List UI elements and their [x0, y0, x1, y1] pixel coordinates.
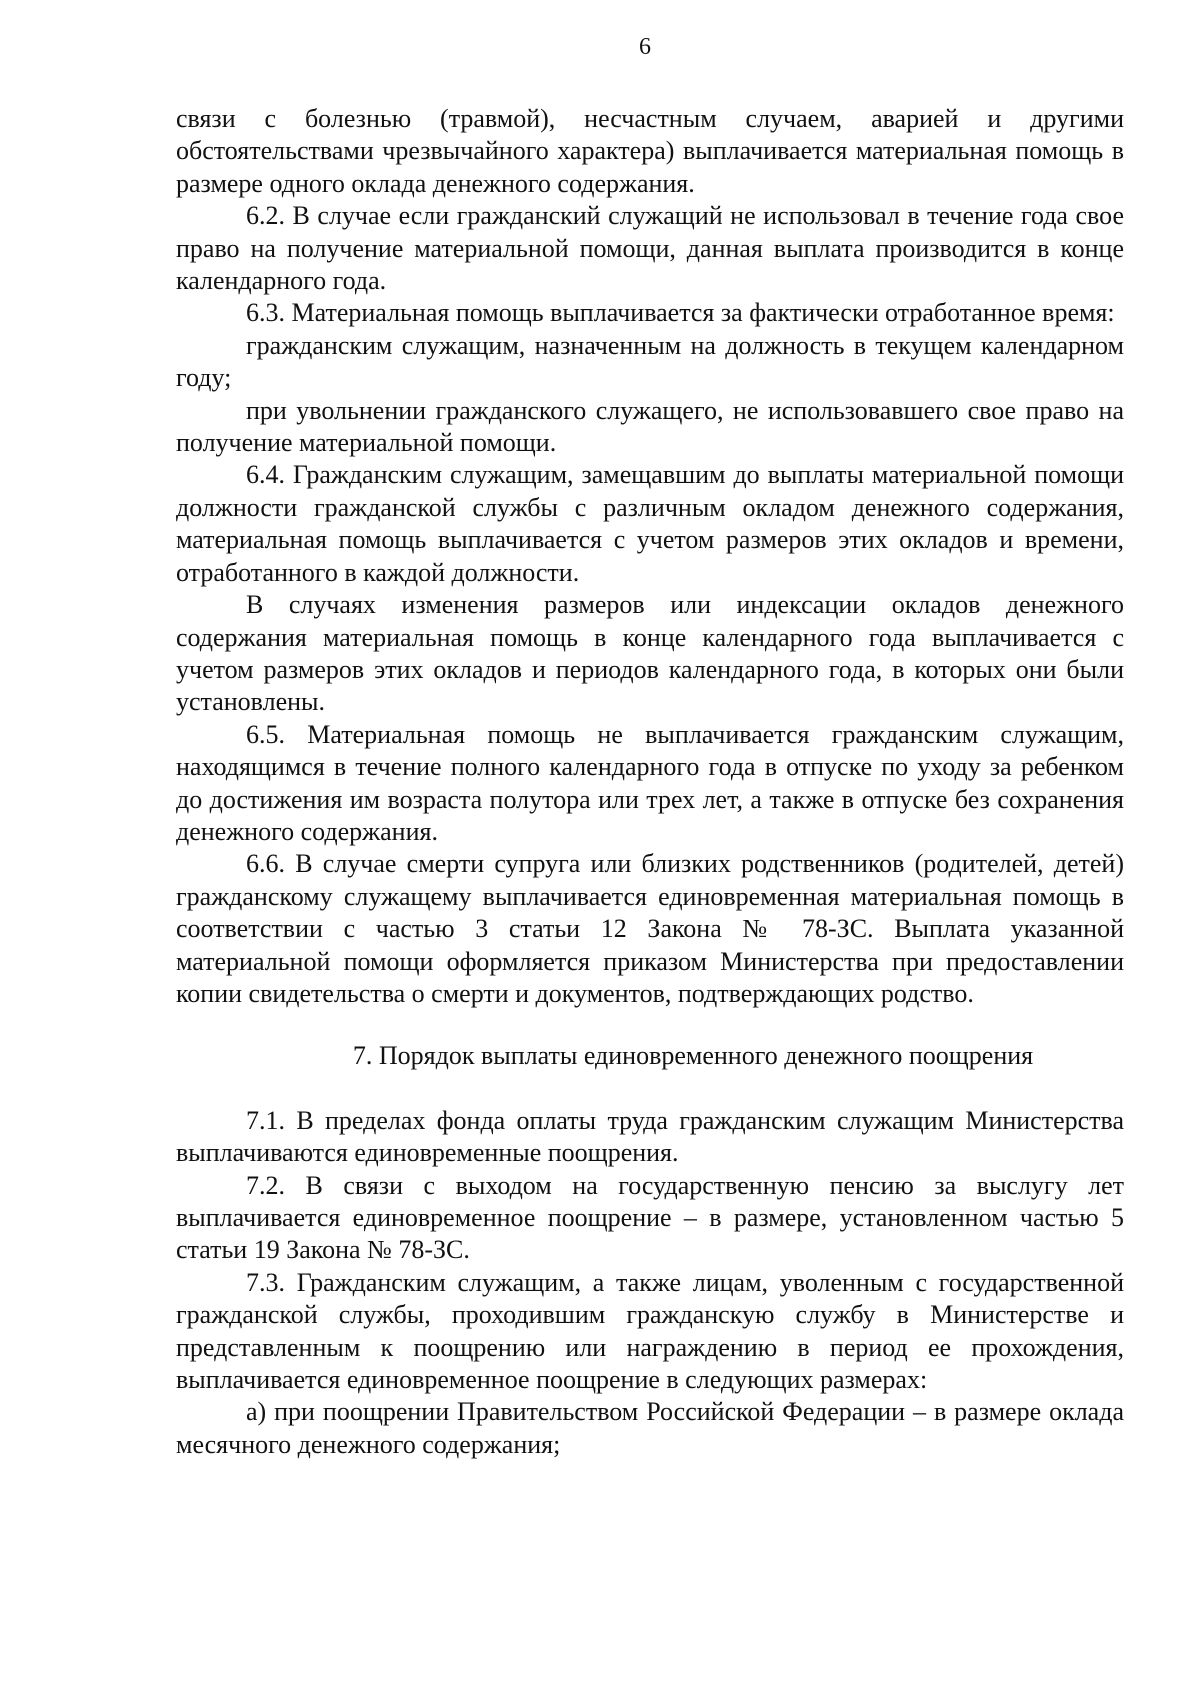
- paragraph-6-6: 6.6. В случае смерти супруга или близких родственников (родителей, детей) гражданскому служащему выплачивается единовременная материальная помощь в соответствии с частью 3 статьи 12 Закона № 78-ЗС. Выплата указанной материальной помощи оформляется приказом Министерства при предоставлении копии свидетельства о смерти и документов, подтверждающих родство.: [176, 849, 1124, 1008]
- document-body: [176, 103, 1124, 1461]
- paragraph-continuation: связи с болезнью (травмой), несчастным случаем, аварией и другими обстоятельствами чрезвычайного характера) выплачивается материальная помощь в размере одного оклада денежного содержания.: [176, 104, 1124, 198]
- paragraph-7-3-a: а) при поощрении Правительством Российской Федерации – в размере оклада месячного денежного содержания;: [176, 1397, 1124, 1459]
- paragraph-6-3-item-2: при увольнении гражданского служащего, не использовавшего свое право на получение материальной помощи.: [176, 395, 1124, 458]
- paragraph-7-3: 7.3. Гражданским служащим, а также лицам, уволенным с государственной гражданской службы, проходившим гражданскую службу в Министерстве и представленным к поощрению или награждению в период ее прохождения, выплачивается единовременное поощрение в следующих размерах:: [176, 1267, 1124, 1395]
- section-heading: 7. Порядок выплаты единовременного денежного поощрения: [352, 1041, 1034, 1071]
- paragraph-7-1: 7.1. В пределах фонда оплаты труда гражданским служащим Министерства выплачиваются единовременные поощрения.: [176, 1105, 1124, 1168]
- paragraph-6-2: 6.2. В случае если гражданский служащий не использовал в течение года свое право на получение материальной помощи, данная выплата производится в конце календарного года.: [176, 201, 1124, 296]
- paragraph-6-3-item-1: гражданским служащим, назначенным на должность в текущем календарном году;: [176, 330, 1124, 393]
- paragraph-6-4-cont: В случаях изменения размеров или индексации окладов денежного содержания материальная помощь в конце календарного года выплачивается с учетом размеров этих окладов и периодов календарного года, в которых они были установлены.: [176, 590, 1124, 717]
- paragraph-6-5: 6.5. Материальная помощь не выплачивается гражданским служащим, находящимся в течение полного календарного года в отпуске по уходу за ребенком до достижения им возраста полутора или трех лет, а также в отпуске без сохранения денежного содержания.: [176, 719, 1124, 846]
- paragraph-6-3: 6.3. Материальная помощь выплачивается за фактически отработанное время:: [246, 298, 1115, 328]
- paragraph-6-4: 6.4. Гражданским служащим, замещавшим до выплаты материальной помощи должности гражданской службы с различным окладом денежного содержания, материальная помощь выплачивается с учетом размеров этих окладов и времени, отработанного в каждой должности.: [176, 460, 1124, 587]
- paragraph-7-2: 7.2. В связи с выходом на государственную пенсию за выслугу лет выплачивается единовременное поощрение – в размере, установленном частью 5 статьи 19 Закона № 78-ЗС.: [176, 1170, 1124, 1265]
- page-number: 6: [639, 34, 651, 60]
